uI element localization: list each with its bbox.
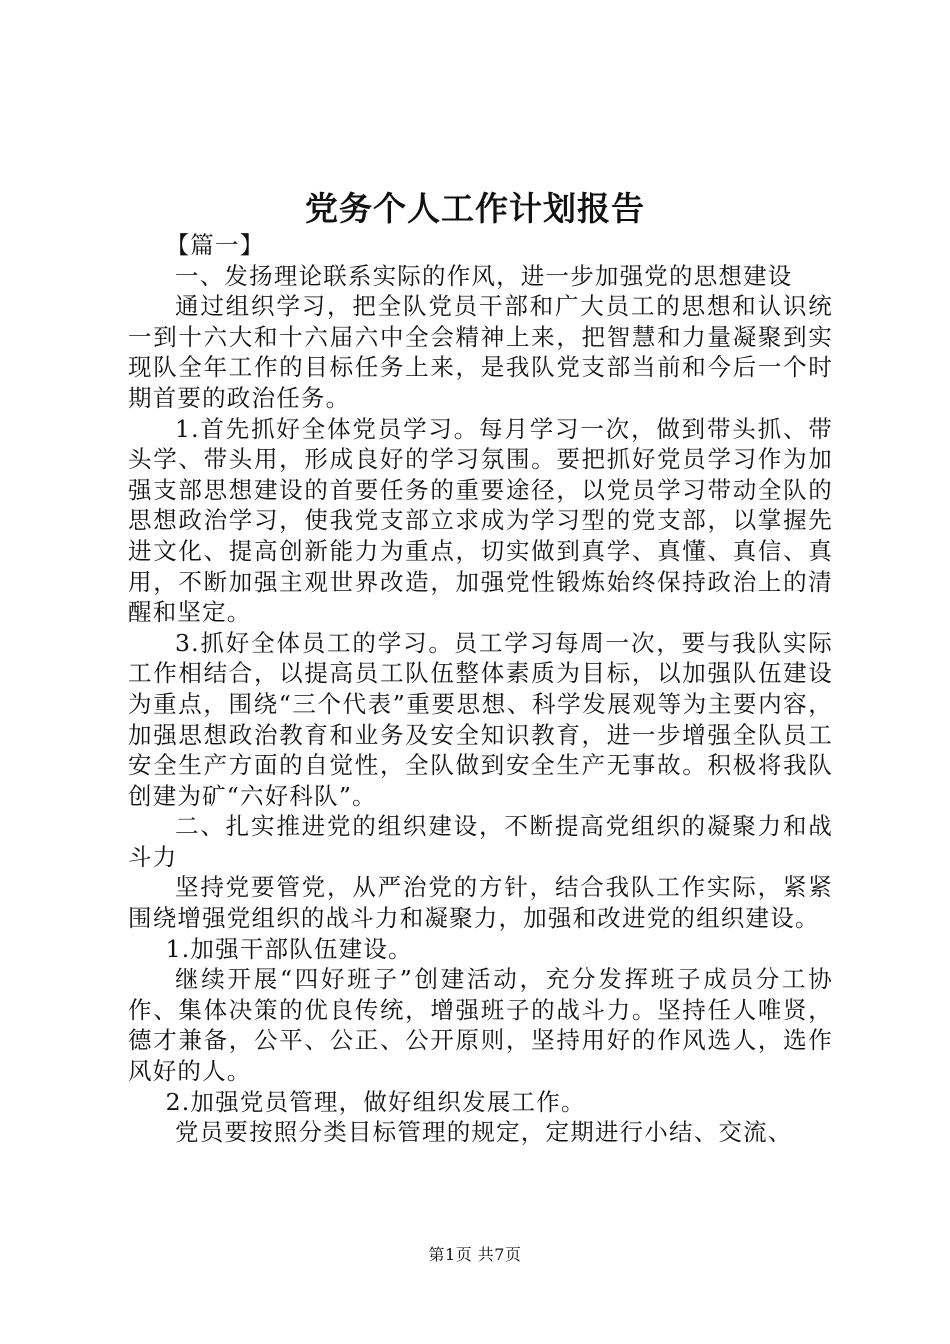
paragraph: 党员要按照分类目标管理的规定，定期进行小结、交流、 <box>175 1118 793 1147</box>
section-heading-1: 一、发扬理论联系实际的作风，进一步加强党的思想建设 <box>175 261 793 290</box>
page-footer: 第1页 共7页 <box>428 1245 522 1264</box>
sub-heading: 2.加强党员管理，做好组织发展工作。 <box>165 1087 586 1116</box>
paragraph: 继续开展“四好班子”创建活动，充分发挥班子成员分工协作、集体决策的优良传统，增强班子的战斗力。坚持任人唯贤，德才兼备，公平、公正、公开原则，坚持用好的作风选人，选作风好的人。 <box>128 965 833 1086</box>
sub-heading: 1.加强干部队伍建设。 <box>165 934 413 963</box>
paragraph: 1.首先抓好全体党员学习。每月学习一次，做到带头抓、带头学、带头用，形成良好的学习氛围。要把抓好党员学习作为加强支部思想建设的首要任务的重要途径，以党员学习带动全队的思想政治学习，使我党支部立求成为学习型的党支部，以掌握先进文化、提高创新能力为重点，切实做到真学、真懂、真信、真用，不断加强主观世界改造，加强党性锻炼始终保持政治上的清醒和坚定。 <box>128 414 833 627</box>
section-label: 【篇一】 <box>165 231 265 259</box>
section-heading-2: 二、扎实推进党的组织建设，不断提高党组织的凝聚力和战斗力 <box>128 812 833 871</box>
document-body <box>128 230 833 1148</box>
document-title: 党务个人工作计划报告 <box>305 189 645 228</box>
paragraph: 3.抓好全体员工的学习。员工学习每周一次，要与我队实际工作相结合，以提高员工队伍整体素质为目标，以加强队伍建设为重点，围绕“三个代表”重要思想、科学发展观等为主要内容，加强思想政治教育和业务及安全知识教育，进一步增强全队员工安全生产方面的自觉性，全队做到安全生产无事故。积极将我队创建为矿“六好科队”。 <box>128 628 833 810</box>
paragraph: 坚持党要管党，从严治党的方针，结合我队工作实际，紧紧围绕增强党组织的战斗力和凝聚力，加强和改进党的组织建设。 <box>128 873 833 933</box>
paragraph: 通过组织学习，把全队党员干部和广大员工的思想和认识统一到十六大和十六届六中全会精神上来，把智慧和力量凝聚到实现队全年工作的目标任务上来，是我队党支部当前和今后一个时期首要的政治任务。 <box>128 292 833 412</box>
